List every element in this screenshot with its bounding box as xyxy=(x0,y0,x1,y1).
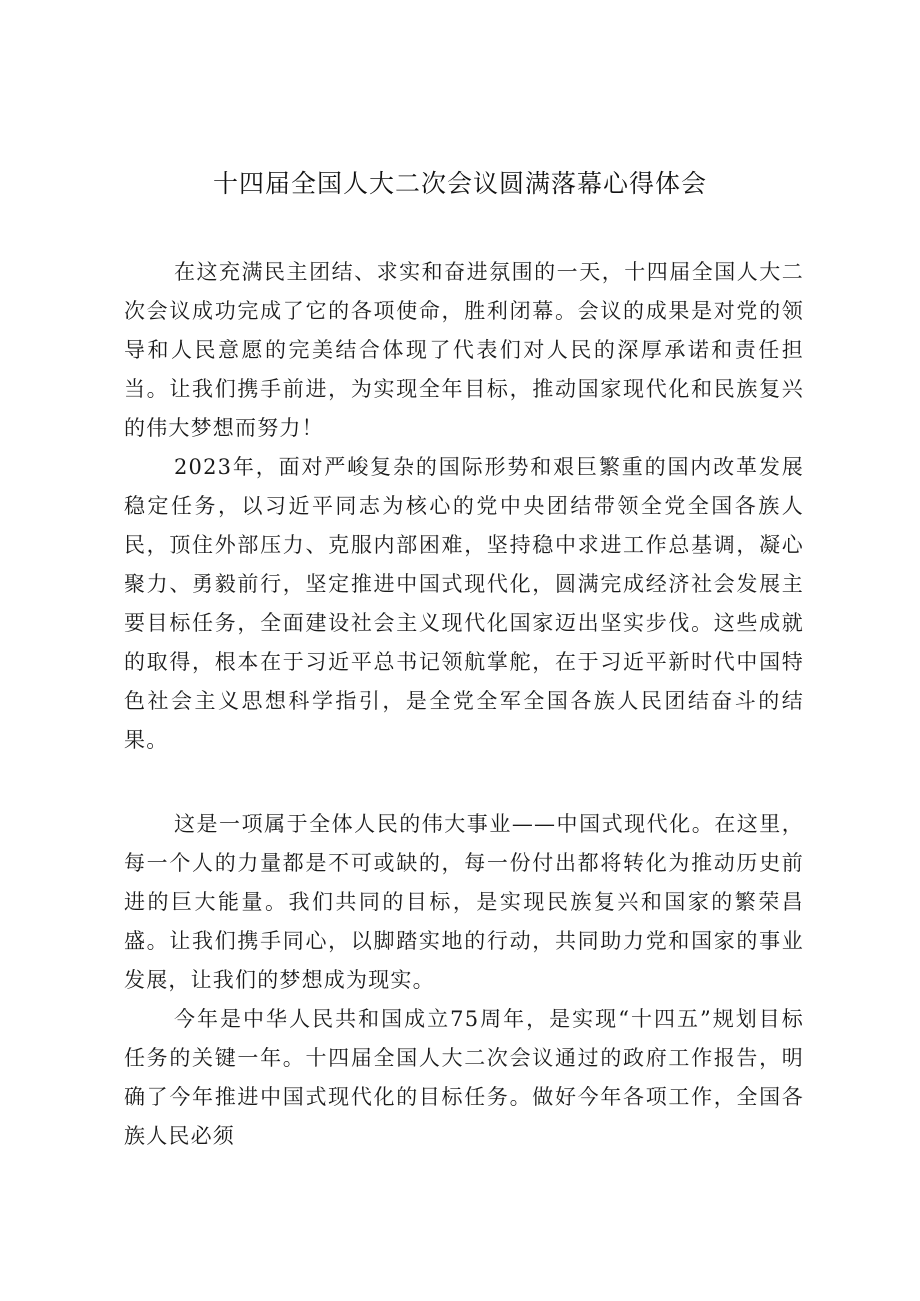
document-title: 十四届全国人大二次会议圆满落幕心得体会 xyxy=(212,169,707,198)
paragraph-3: 这是一项属于全体人民的伟大事业——中国式现代化。在这里，每一个人的力量都是不可或缺的，每一份付出都将转化为推动历史前进的巨大能量。我们共同的目标，是实现民族复兴和国家的繁荣昌盛。让我们携手同心，以脚踏实地的行动，共同助力党和国家的事业发展，让我们的梦想成为现实。 xyxy=(124,812,804,992)
paragraph-4: 今年是中华人民共和国成立75周年，是实现“十四五”规划目标任务的关键一年。十四届全国人大二次会议通过的政府工作报告，明确了今年推进中国式现代化的目标任务。做好今年各项工作，全国各族人民必须 xyxy=(124,1007,804,1148)
paragraph-2: 2023年，面对严峻复杂的国际形势和艰巨繁重的国内改革发展稳定任务，以习近平同志为核心的党中央团结带领全党全国各族人民，顶住外部压力、克服内部困难，坚持稳中求进工作总基调，凝心聚力、勇毅前行，坚定推进中国式现代化，圆满完成经济社会发展主要目标任务，全面建设社会主义现代化国家迈出坚实步伐。这些成就的取得，根本在于习近平总书记领航掌舵，在于习近平新时代中国特色社会主义思想科学指引，是全党全军全国各族人民团结奋斗的结果。 xyxy=(124,455,804,752)
document-body xyxy=(124,253,804,1156)
paragraph-1: 在这充满民主团结、求实和奋进氛围的一天，十四届全国人大二次会议成功完成了它的各项使命，胜利闭幕。会议的成果是对党的领导和人民意愿的完美结合体现了代表们对人民的深厚承诺和责任担当。让我们携手前进，为实现全年目标，推动国家现代化和民族复兴的伟大梦想而努力！ xyxy=(124,260,804,440)
